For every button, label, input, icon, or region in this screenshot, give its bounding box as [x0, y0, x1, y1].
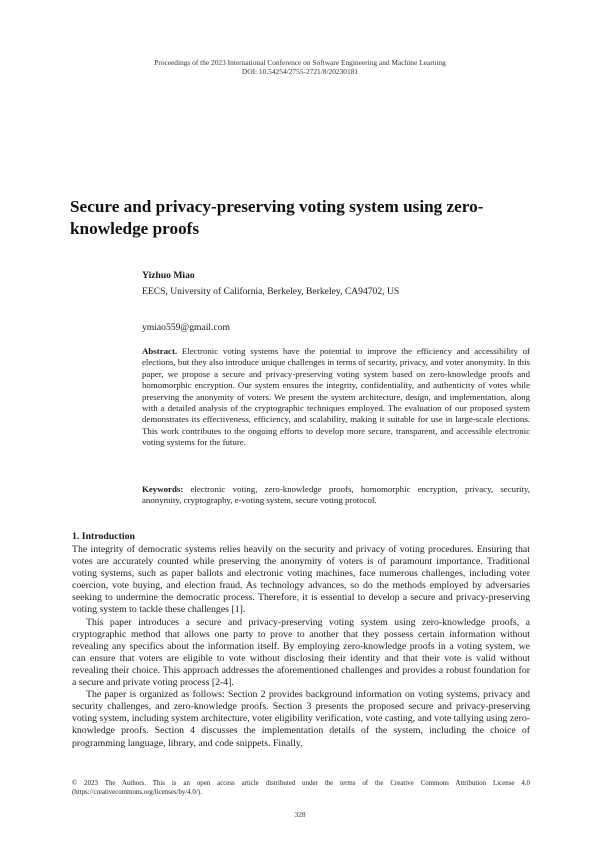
paragraph: The paper is organized as follows: Section 2 provides background information on voting systems, privacy and security challenges, and zero-knowledge proofs. Section 3 presents the proposed secure and privacy-preserving voting system, including system architecture, voter eligibility verification, vote casting, and vote tallying using zero-knowledge proofs. Section 4 discusses the implementation details of the system, including the choice of programming language, library, and code snippets. Finally,: [72, 689, 530, 749]
page-number: 328: [294, 810, 306, 819]
abstract-text: Electronic voting systems have the potential to improve the efficiency and accessibility of elections, but they also introduce unique challenges in terms of security, privacy, and voter anonymity. In this paper, we propose a secure and privacy-preserving voting system based on zero-knowledge proofs and homomorphic encryption. Our system ensures the integrity, confidentiality, and authenticity of votes while preserving the anonymity of voters. We present the system architecture, design, and implementation, along with a detailed analysis of the cryptographic techniques employed. The evaluation of our proposed system demonstrates its effectiveness, efficiency, and scalability, making it suitable for use in large-scale elections. This work contributes to the ongoing efforts to develop more secure, transparent, and accessible electronic voting systems for the future.: [142, 346, 530, 448]
author-affiliation: EECS, University of California, Berkeley, Berkeley, CA94702, US: [142, 286, 400, 297]
paragraph: This paper introduces a secure and privacy-preserving voting system using zero-knowledge proofs, a cryptographic method that allows one party to prove to another that they possess certain information without revealing any specifics about the information itself. By employing zero-knowledge proofs in a voting system, we can ensure that voters are eligible to vote without disclosing their identity and that their vote is valid without revealing their choice. This approach addresses the aforementioned challenges and provides a robust foundation for a secure and private voting process [2-4].: [72, 616, 530, 689]
section-heading: 1. Introduction: [72, 531, 135, 542]
doi-line: DOI: 10.54254/2755-2721/8/20230181: [241, 67, 359, 76]
running-header: [0, 58, 600, 76]
author-email: ymiao559@gmail.com: [142, 322, 230, 333]
section-body: [72, 544, 530, 750]
abstract-label: Abstract.: [142, 346, 178, 356]
paper-title: Secure and privacy-preserving voting system using zero-knowledge proofs: [70, 197, 484, 238]
abstract: [142, 346, 530, 449]
proceedings-line: Proceedings of the 2023 International Conference on Software Engineering and Machine Learning: [154, 58, 446, 67]
keywords-label: Keywords:: [142, 484, 184, 494]
author-name: Yizhuo Miao: [142, 270, 195, 281]
keywords-text: electronic voting, zero-knowledge proofs, homomorphic encryption, privacy, security, anonymity, cryptography, e-voting system, secure voting protocol.: [142, 484, 530, 506]
license-footnote: © 2023 The Authors. This is an open access article distributed under the terms of the Creative Commons Attribution License 4.0 (https://creativecommons.org/licenses/by/4.0/).: [72, 780, 530, 796]
keywords: [142, 484, 530, 507]
paragraph: The integrity of democratic systems relies heavily on the security and privacy of voting procedures. Ensuring that votes are accurately counted while preserving the anonymity of voters is of paramount importance. Traditional voting systems, such as paper ballots and electronic voting machines, face numerous challenges, including voter coercion, vote buying, and election fraud. As technology advances, so do the methods employed by adversaries seeking to undermine the democratic process. Therefore, it is essential to develop a secure and privacy-preserving voting system to tackle these challenges [1].: [72, 544, 530, 616]
